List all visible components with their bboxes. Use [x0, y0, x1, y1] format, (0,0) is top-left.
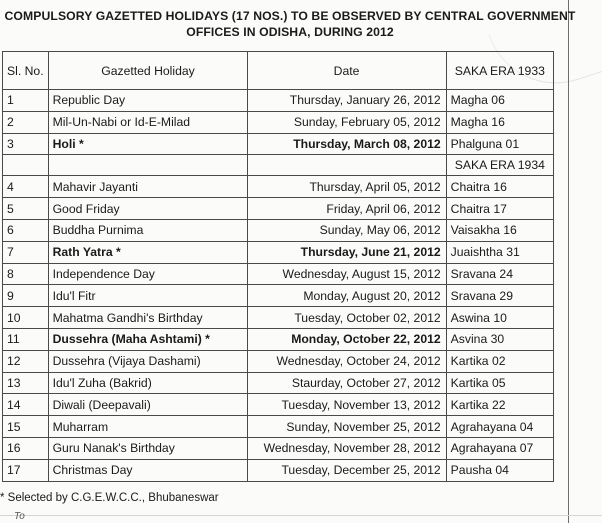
cell-date: Monday, August 20, 2012	[248, 285, 446, 307]
header-sl-no: Sl. No.	[3, 52, 49, 90]
cell-saka-date: Magha 06	[446, 90, 553, 112]
table-row	[3, 111, 554, 133]
cell-saka-date: Asvina 30	[446, 328, 553, 350]
cell-saka-date: Phalguna 01	[446, 133, 553, 155]
table-row	[3, 263, 554, 285]
cell-date: Tuesday, November 13, 2012	[248, 394, 446, 416]
page-bottom-edge	[0, 515, 602, 516]
cell-holiday: Dussehra (Maha Ashtami) *	[48, 328, 248, 350]
cell-date: Thursday, March 08, 2012	[248, 133, 446, 155]
era-blank-cell	[248, 155, 446, 176]
cell-sl: 9	[3, 285, 49, 307]
table-row	[3, 350, 554, 372]
cell-date: Wednesday, November 28, 2012	[248, 437, 446, 459]
cell-date: Thursday, June 21, 2012	[248, 241, 446, 263]
table-row	[3, 241, 554, 263]
cell-holiday: Dussehra (Vijaya Dashami)	[48, 350, 248, 372]
cell-date: Sunday, November 25, 2012	[248, 416, 446, 438]
cell-sl: 13	[3, 372, 49, 394]
table-row	[3, 307, 554, 329]
cell-saka-date: Aswina 10	[446, 307, 553, 329]
cell-saka-date: Agrahayana 04	[446, 416, 553, 438]
page-edge-line	[568, 0, 569, 523]
cell-saka-date: Kartika 02	[446, 350, 553, 372]
handwritten-mark: To	[14, 511, 25, 522]
table-row	[3, 416, 554, 438]
saka-era-1934-label: SAKA ERA 1934	[446, 155, 553, 176]
cell-sl: 11	[3, 328, 49, 350]
cell-holiday: Diwali (Deepavali)	[48, 394, 248, 416]
cell-saka-date: Sravana 24	[446, 263, 553, 285]
cell-date: Tuesday, October 02, 2012	[248, 307, 446, 329]
cell-holiday: Mil-Un-Nabi or Id-E-Milad	[48, 111, 248, 133]
table-row	[3, 219, 554, 241]
table-row	[3, 133, 554, 155]
cell-sl: 12	[3, 350, 49, 372]
cell-holiday: Mahatma Gandhi's Birthday	[48, 307, 248, 329]
cell-sl: 3	[3, 133, 49, 155]
cell-sl: 6	[3, 219, 49, 241]
header-holiday: Gazetted Holiday	[48, 52, 248, 90]
document-title	[0, 8, 580, 40]
table-row	[3, 198, 554, 220]
cell-sl: 10	[3, 307, 49, 329]
table-body	[3, 90, 554, 482]
header-date: Date	[248, 52, 446, 90]
cell-holiday: Idu'l Fitr	[48, 285, 248, 307]
cell-sl: 4	[3, 176, 49, 198]
cell-sl: 15	[3, 416, 49, 438]
title-line-1: COMPULSORY GAZETTED HOLIDAYS (17 NOS.) TO BE OBSERVED BY CENTRAL GOVERNMENT	[4, 9, 576, 23]
table-row	[3, 328, 554, 350]
cell-holiday: Idu'l Zuha (Bakrid)	[48, 372, 248, 394]
table-row	[3, 176, 554, 198]
cell-holiday: Mahavir Jayanti	[48, 176, 248, 198]
header-row	[3, 52, 554, 90]
table-row	[3, 285, 554, 307]
cell-saka-date: Sravana 29	[446, 285, 553, 307]
cell-holiday: Rath Yatra *	[48, 241, 248, 263]
header-saka-era-1933: SAKA ERA 1933	[446, 52, 553, 90]
cell-date: Staurday, October 27, 2012	[248, 372, 446, 394]
cell-sl: 1	[3, 90, 49, 112]
cell-holiday: Good Friday	[48, 198, 248, 220]
cell-holiday: Republic Day	[48, 90, 248, 112]
saka-era-1934-row	[3, 155, 554, 176]
table-row	[3, 372, 554, 394]
table-row	[3, 394, 554, 416]
table-row	[3, 459, 554, 481]
cell-date: Sunday, May 06, 2012	[248, 219, 446, 241]
cell-saka-date: Vaisakha 16	[446, 219, 553, 241]
table-row	[3, 90, 554, 112]
table-header	[3, 52, 554, 90]
cell-holiday: Holi *	[48, 133, 248, 155]
cell-saka-date: Magha 16	[446, 111, 553, 133]
footnote: * Selected by C.G.E.W.C.C., Bhubaneswar	[0, 492, 219, 504]
cell-saka-date: Chaitra 17	[446, 198, 553, 220]
cell-saka-date: Agrahayana 07	[446, 437, 553, 459]
holiday-table	[2, 51, 554, 482]
cell-saka-date: Chaitra 16	[446, 176, 553, 198]
cell-saka-date: Kartika 05	[446, 372, 553, 394]
cell-date: Wednesday, August 15, 2012	[248, 263, 446, 285]
cell-date: Thursday, January 26, 2012	[248, 90, 446, 112]
cell-date: Friday, April 06, 2012	[248, 198, 446, 220]
cell-sl: 2	[3, 111, 49, 133]
cell-saka-date: Juaishtha 31	[446, 241, 553, 263]
cell-holiday: Guru Nanak's Birthday	[48, 437, 248, 459]
cell-date: Tuesday, December 25, 2012	[248, 459, 446, 481]
cell-date: Wednesday, October 24, 2012	[248, 350, 446, 372]
era-blank-cell	[48, 155, 248, 176]
cell-date: Thursday, April 05, 2012	[248, 176, 446, 198]
cell-sl: 5	[3, 198, 49, 220]
cell-holiday: Independence Day	[48, 263, 248, 285]
cell-sl: 7	[3, 241, 49, 263]
era-blank-cell	[3, 155, 49, 176]
cell-sl: 16	[3, 437, 49, 459]
cell-saka-date: Pausha 04	[446, 459, 553, 481]
title-line-2: OFFICES IN ODISHA, DURING 2012	[186, 25, 394, 39]
cell-sl: 8	[3, 263, 49, 285]
cell-sl: 14	[3, 394, 49, 416]
cell-date: Monday, October 22, 2012	[248, 328, 446, 350]
cell-sl: 17	[3, 459, 49, 481]
cell-holiday: Christmas Day	[48, 459, 248, 481]
cell-holiday: Muharram	[48, 416, 248, 438]
table-row	[3, 437, 554, 459]
cell-holiday: Buddha Purnima	[48, 219, 248, 241]
cell-date: Sunday, February 05, 2012	[248, 111, 446, 133]
cell-saka-date: Kartika 22	[446, 394, 553, 416]
